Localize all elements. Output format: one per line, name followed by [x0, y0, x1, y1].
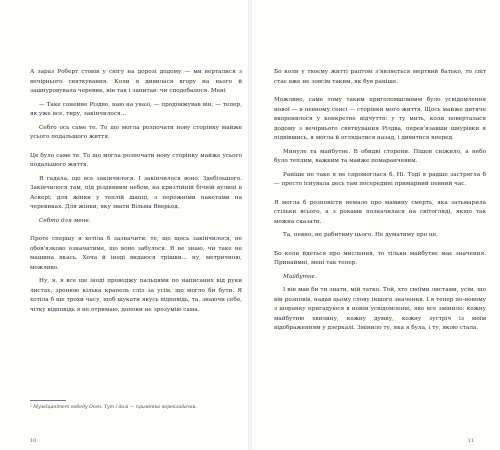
paragraph — [274, 273, 486, 283]
footnote: ¹ Музеїцанітет победу Осен. Тут і далі — примітка перекладачки. — [30, 405, 197, 410]
left-page-body — [30, 68, 242, 319]
paragraph: Бо коли у твоєму житті раптом з’являється мертвий батько, то світ стає вже не зовсім таким, як був раніше. — [274, 69, 486, 85]
paragraph: Минуле та майбутнє. В обидві сторони. Пішов сніжило, а небо було теплим, важким та майже помаранчевим. — [274, 148, 486, 164]
paragraph: Бо коли йдеться про мислення, то тільки майбутнє має значення. Принаймні, мені так тепер. — [274, 250, 486, 266]
paragraph: І він мав би ти знати, мій татко. Той, хто своїми листами, усім, що він розповів, надав цьому слову іншого значення. І я тепер по-новому з шоранку пригадуюся в новім усвідомленні, яке все змінило: кожну майбутню хвилину, кожну думку, кожну зустріч із моїм відображенням у дзеркалі. Змінило ту, яка я була, і ту, якою стала. — [274, 287, 486, 331]
paragraph: Я гадала, що все закінчилося. І закінчилося воно. Здебільшого. Закінчилося там, під різдвяним небом, на кризтійній бічній вулиці в Аскері; для жінки у теплій шапці, з порожніми пакетами на черевиках. Для жінки, яку звати Вільма Вверьод. — [30, 175, 242, 210]
page-number: 11 — [467, 438, 474, 444]
paragraph: Можливо, саме тому таким приголомшливим було усвідомлення нової — в певному сенсі — сторінки мого життя. Щось майже дитяче вкоренилося у конкретне відчуття: у ту мить, коли поверталася додому з вечірнього святкування Різдва, перев’язавши шнурівки я підвівшись, я могла й оглядатися назад, і дивитися вперед. — [274, 97, 486, 141]
paragraph: Себто ось саме те. То що могла розпочати нову сторінку майже усього подальшого життя. — [30, 124, 242, 140]
footnote-rule — [30, 400, 66, 401]
paragraph: Проте спершу я хотіла б зазначити: те, що щось закінчилося, не обов’язково означатиме, що воно забулося. Я не знаю, чи таке не машина якась. Хоча й іноді видаюся трішки... ну, метричною, можливо. — [30, 236, 242, 271]
right-page — [250, 0, 500, 450]
emphasis-text: Себто для мене. — [39, 217, 91, 224]
page-number: 10 — [30, 438, 37, 444]
right-page-body — [274, 68, 486, 338]
paragraph: Я могла б розповісти немало про маминy смерть, яка затьмарила стільки всього, а з роками позначилася на світоглядi, якщо так можна сказати. — [274, 199, 486, 225]
paragraph: Це було саме те. То що могла розпочати нову сторінку майже усього подальшого життя. — [30, 152, 242, 168]
paragraph: Раніше не таке я не спромоглася б. Ні. Тоді я радше застрягла б — просто існувала десь там посередині примарний певний час. — [274, 171, 486, 187]
paragraph — [30, 217, 242, 227]
paragraph: А зараз Роберт стовів у снігу на дорозі додому — ми верталися з вечірнього святкування. Коли я дивилася вгору на нього й зашнуровувала черевик, він так і запитав: чи сподобалося. Мені — [30, 69, 242, 94]
paragraph: Та, певно, не робитиму цього. Не думатиму про це. — [283, 232, 438, 238]
paragraph: Ну, я, я все ще іноді проводжу пальцями по написаних від руки листах, зронюю кілька крапель сліз за усім, що могло би бути. Я хотіла б ще трохи часу, щоб шукати якусь відповідь, та, знаючи себе, чітку відповідь я не отримаю, допоки не зрозумію сама. — [30, 278, 242, 313]
paragraph: — Таке сонейне Різдво, наю на увазі, — продовжував він, — тепер, як уже все, тиру, закінчилося... — [30, 101, 242, 117]
emphasis-text: Майбутнє. — [283, 273, 317, 280]
